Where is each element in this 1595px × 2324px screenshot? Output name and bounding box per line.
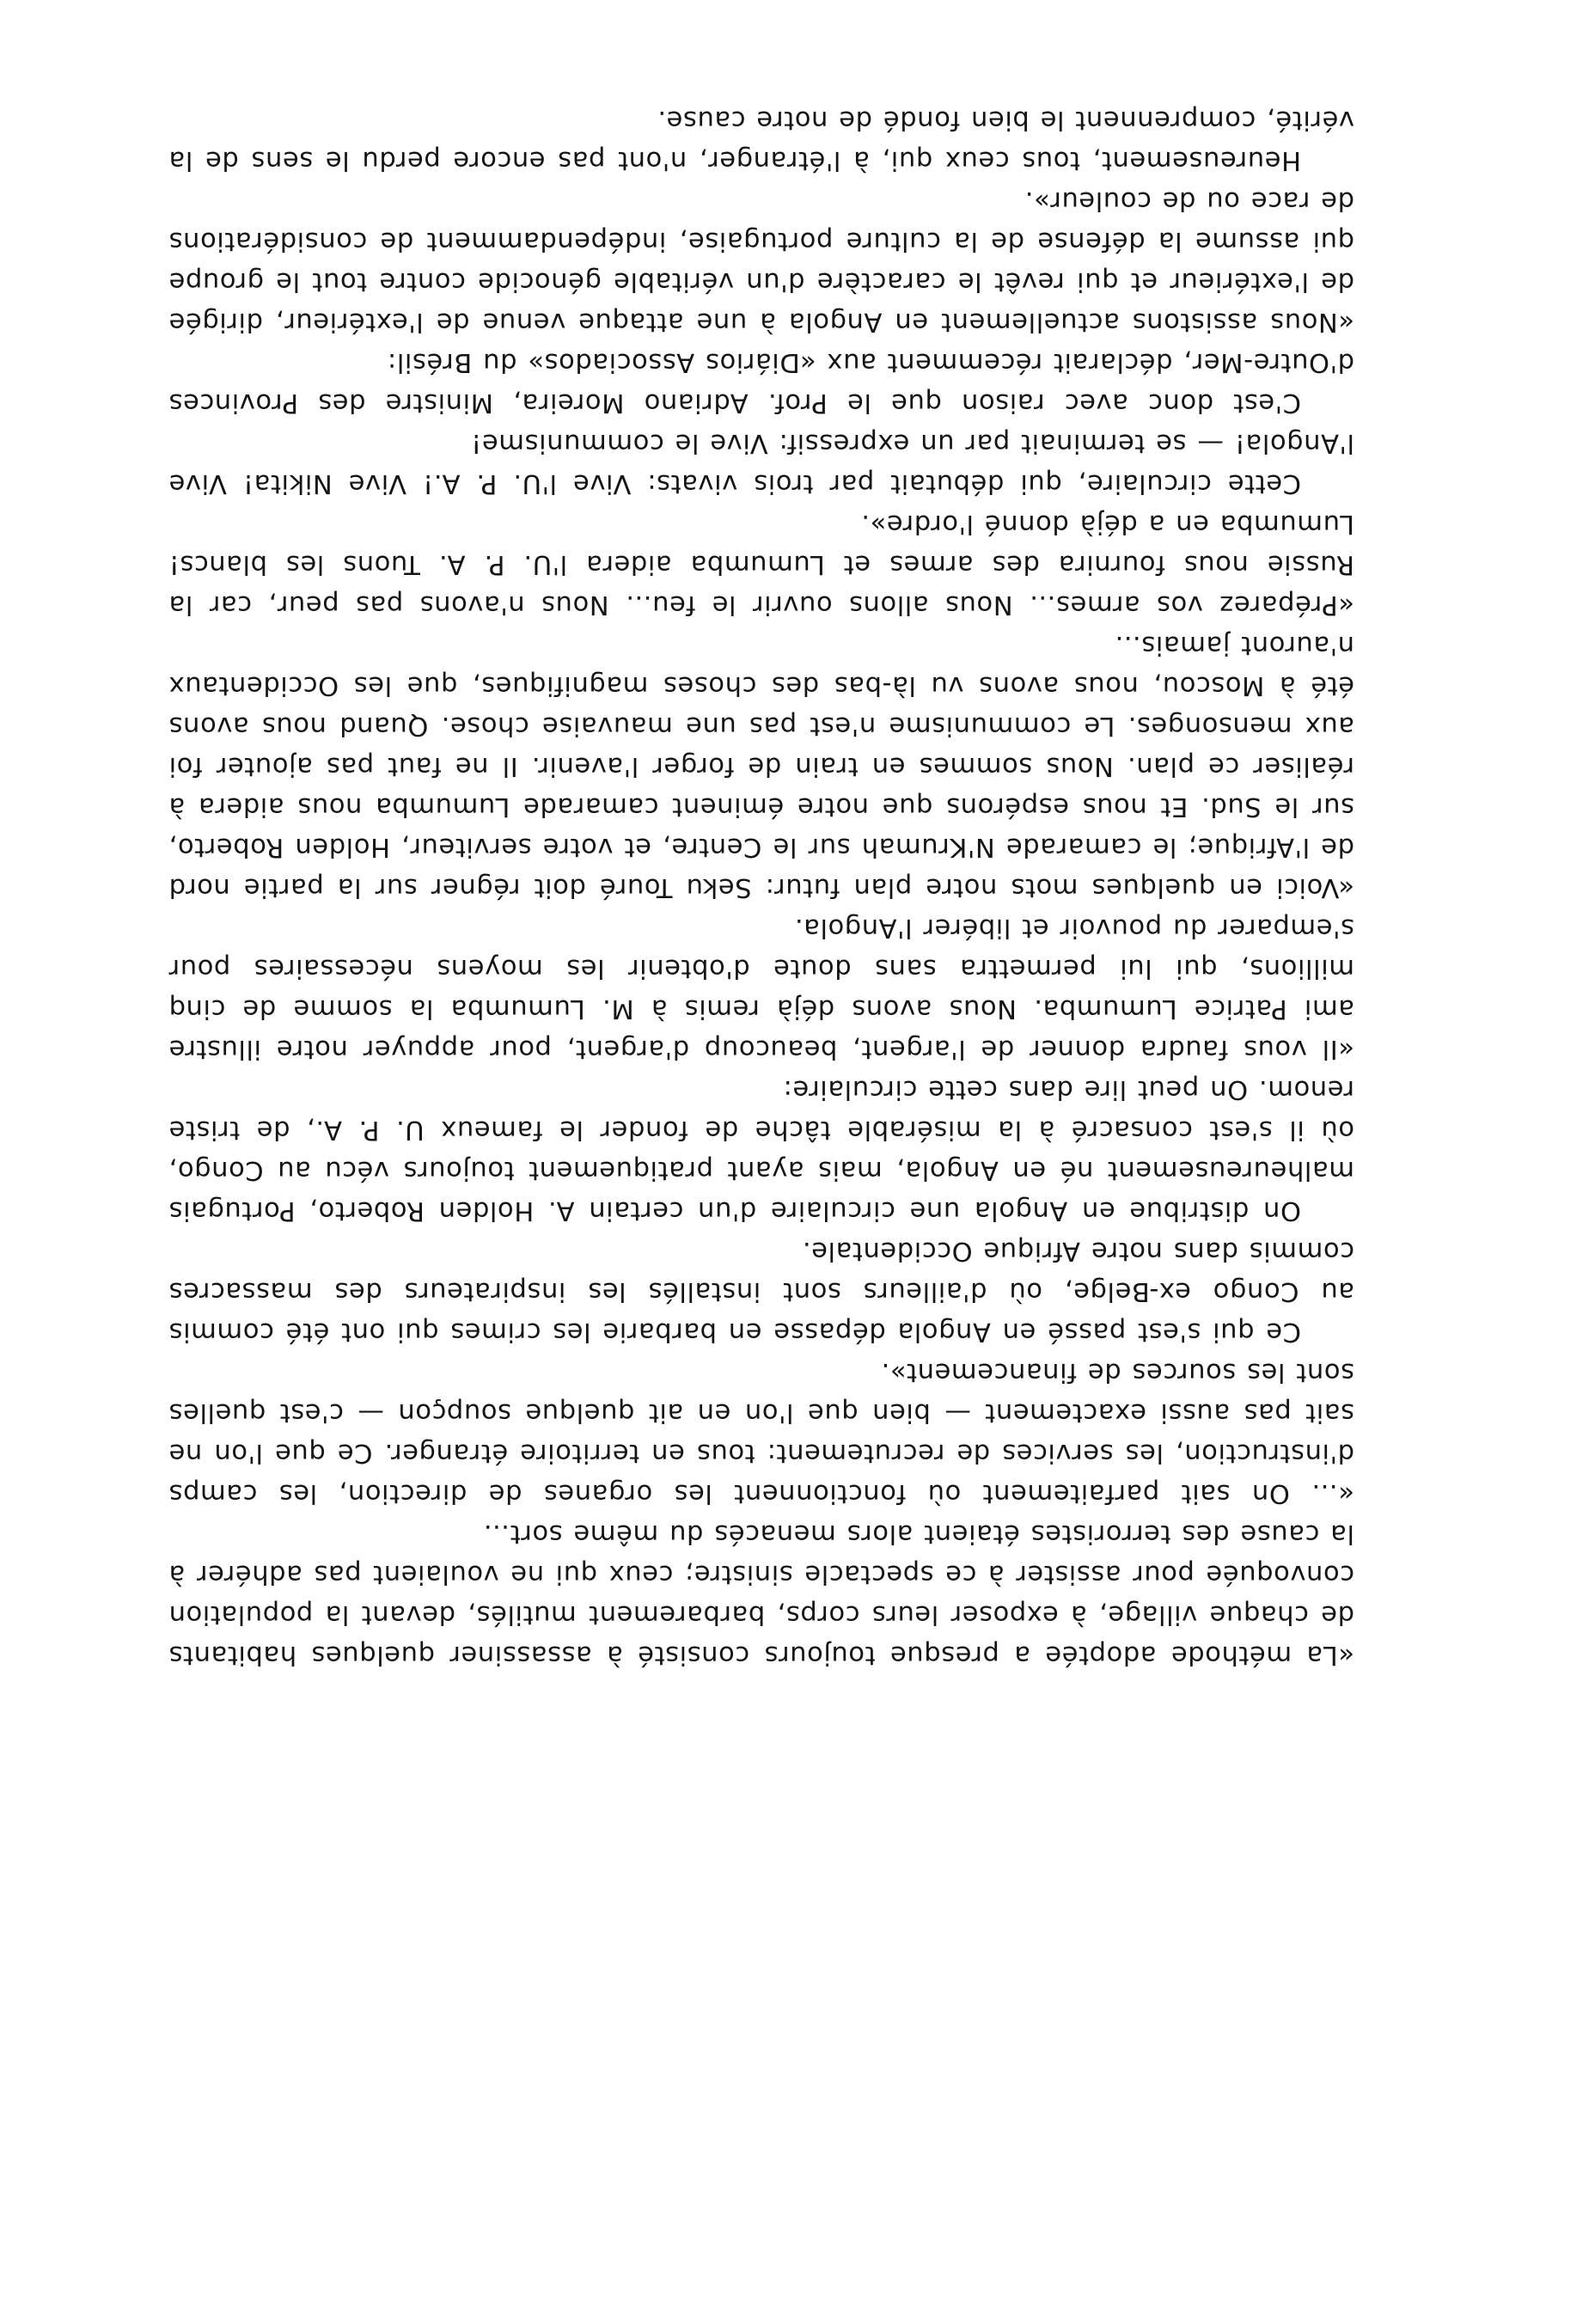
paragraph: «… On sait parfaitement où fonctionnent les organes de direction, les camps d'instruction, les services de recrutement: tous en territoire étranger. Ce que l'on ne sait pas aussi exactement — bien que l'on en ait quelque soupçon — c'est quelles sont les sources de financement». xyxy=(168,1357,1354,1508)
paragraph: Cette circulaire, qui débutait par trois vivats: Vive l'U. P. A.! Vive Nikita! Vive l'Angola! — se terminait par un expressif: Vive le communisme! xyxy=(168,428,1354,498)
paragraph: «Il vous faudra donner de l'argent, beaucoup d'argent, pour appuyer notre illustre ami Patrice Lumumba. Nous avons déjà remis à M. Lumumba la somme de cinq millions, qui lui permettra sans doute d'obtenir les moyens nécessaires pour s'emparer du pouvoir et libérer l'Angola. xyxy=(168,913,1354,1064)
paragraph: «Voici en quelques mots notre plan futur: Seku Touré doit régner sur la partie nord de l'Afrique; le camarade N'Krumah sur le Centre, et votre serviteur, Holden Roberto, sur le Sud. Et nous espérons que notre éminent camarade Lumumba nous aidera à réaliser ce plan. Nous sommes en train de forger l'avenir. Il ne faut pas ajouter foi aux mensonges. Le communisme n'est pas une mauvaise chose. Quand nous avons été à Moscou, nous avons vu là-bas des choses magnifiques, que les Occidentaux n'auront jamais… xyxy=(168,630,1354,902)
paragraph: «La méthode adoptée a presque toujours consisté à assassiner quelques habitants de chaque village, à exposer leurs corps, barbarement mutilés, devant la population convoquée pour assister à ce spectacle sinistre; ceux qui ne voulaient pas adhérer à la cause des terroristes étaient alors menacés du même sort… xyxy=(168,1519,1354,1670)
paragraph: Ce qui s'est passé en Angola dépasse en barbarie les crimes qui ont été commis au Congo ex-Belge, où d'ailleurs sont installés les inspirateurs des massacres commis dans notre Afrique Occidentale. xyxy=(168,1236,1354,1347)
paragraph: «Préparez vos armes… Nous allons ouvrir le feu… Nous n'avons pas peur, car la Russie nous fournira des armes et Lumumba aidera l'U. P. A. Tuons les blancs! Lumumba en a déjà donné l'ordre». xyxy=(168,509,1354,620)
paragraph: On distribue en Angola une circulaire d'un certain A. Holden Roberto, Portugais malheureusement né en Angola, mais ayant pratiquement toujours vécu au Congo, où il s'est consacré à la misérable tâche de fonder le fameux U. P. A., de triste renom. On peut lire dans cette circulaire: xyxy=(168,1074,1354,1226)
document-body xyxy=(168,100,1354,1675)
paragraph: C'est donc avec raison que le Prof. Adriano Moreira, Ministre des Provinces d'Outre-Mer, déclarait récemment aux «Diários Associados» du Brésil: xyxy=(168,347,1354,418)
paragraph: Heureusement, tous ceux qui, à l'étranger, n'ont pas encore perdu le sens de la vérité, comprennent le bien fondé de notre cause. xyxy=(168,105,1354,175)
paragraph: «Nous assistons actuellement en Angola à une attaque venue de l'extérieur, dirigée de l'extérieur et qui revêt le caractère d'un véritable génocide contre tout le groupe qui assume la défense de la culture portugaise, indépendamment de considérations de race ou de couleur». xyxy=(168,186,1354,337)
